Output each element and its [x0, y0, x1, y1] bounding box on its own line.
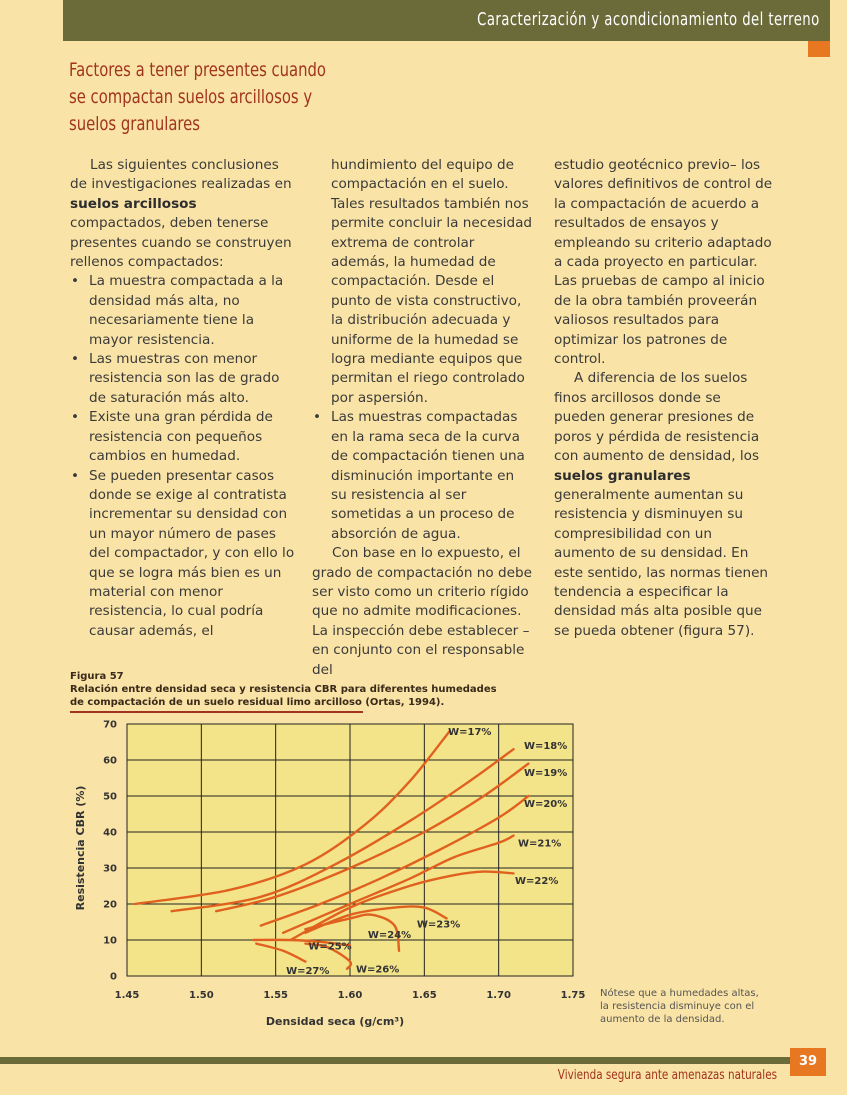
continued-paragraph: hundimiento del equipo de compactación en el suelo. Tales resultados también nos permite concluir la necesidad extrema de controlar además, la humedad de compactación. Desde el punto de vista constructivo, la distribución adecuada y uniforme de la humedad se logra mediante equipos que permitan el riego controlado por aspersión. [331, 157, 533, 406]
header-bar [63, 0, 830, 41]
paragraph: Con base en lo expuesto, el grado de compactación no debe ser visto como un criterio rígido que no admite modificaciones. La inspección debe establecer –en conjunto con el responsable del [312, 545, 532, 678]
series-label: W=27% [286, 965, 330, 977]
section-title-line: se compactan suelos arcillosos y [69, 86, 313, 108]
series-label: W=23% [416, 919, 461, 931]
text-column-2 [312, 156, 534, 680]
para-bold: suelos granulares [554, 467, 691, 484]
page-number: 39 [790, 1048, 826, 1076]
section-title-line: suelos granulares [69, 113, 201, 135]
series-label: W=18% [523, 741, 568, 753]
x-tick-label: 1.70 [486, 990, 512, 1001]
y-tick-label: 0 [110, 971, 117, 983]
para-text-end: generalmente aumentan su resistencia y disminuyen su compresibilidad con un aumento de su densidad. En este sentido, las normas tienen tendencia a especificar la densidad más alta posible que se pueda obtener (figura 57). [554, 486, 769, 639]
caption-line: Relación entre densidad seca y resistencia CBR para diferentes humedades [70, 684, 497, 695]
series-label: W=17% [448, 726, 492, 738]
figure-caption [70, 684, 497, 709]
series-label: W=24% [367, 930, 412, 942]
series-label: W=26% [355, 964, 400, 976]
caption-underline [70, 711, 363, 713]
para-text: A diferencia de los suelos finos arcillosos donde se pueden generar presiones de poros y pérdida de resistencia con aumento de densidad, los [554, 370, 760, 465]
series-label: W=25% [308, 941, 352, 953]
x-tick-label: 1.45 [114, 990, 140, 1001]
series-label: W=22% [515, 876, 559, 888]
footer-bar [0, 1057, 790, 1064]
note-line: aumento de la densidad. [600, 1014, 725, 1025]
header-title: Caracterización y acondicionamiento del terreno [477, 9, 820, 30]
section-title-line: Factores a tener presentes cuando [69, 59, 327, 81]
y-tick-label: 40 [103, 827, 117, 839]
text-column-1 [70, 156, 296, 641]
y-tick-label: 50 [103, 791, 117, 803]
y-tick-label: 70 [103, 719, 117, 731]
y-axis-title: Resistencia CBR (%) [74, 785, 87, 911]
x-tick-label: 1.75 [560, 990, 586, 1001]
figure-note [600, 987, 780, 1026]
intro-bold: suelos arcillosos [70, 195, 197, 212]
figure-label: Figura 57 [70, 671, 124, 682]
paragraph [554, 369, 776, 641]
conclusions-list [70, 272, 296, 641]
x-tick-label: 1.50 [188, 990, 214, 1001]
y-tick-label: 20 [103, 899, 117, 911]
y-tick-label: 10 [103, 935, 117, 947]
series-label: W=19% [523, 768, 568, 780]
intro-text-end: compactados, deben tenerse presentes cuando se construyen rellenos compactados: [70, 215, 292, 271]
cbr-chart [60, 715, 600, 1045]
list-item: • Se pueden presentar casos donde se exige al contratista incrementar su densidad con un mayor número de pases del compactador, y con ello lo que se logra más bien es un material con menor resistencia, lo cual podría causar además, el [70, 467, 296, 642]
conclusions-list-2 [312, 408, 534, 544]
list-item: • La muestra compactada a la densidad más alta, no necesariamente tiene la mayor resistencia. [70, 272, 296, 350]
text-column-3 [554, 156, 776, 641]
list-item: • Las muestras con menor resistencia son las de grado de saturación más alto. [70, 350, 296, 408]
x-tick-label: 1.55 [263, 990, 289, 1001]
caption-line: de compactación de un suelo residual limo arcilloso (Ortas, 1994). [70, 696, 445, 708]
footer-title: Vivienda segura ante amenazas naturales [557, 1068, 777, 1083]
note-line: la resistencia disminuye con el [600, 1001, 755, 1012]
section-title [69, 57, 326, 138]
continued-paragraph: estudio geotécnico previo– los valores definitivos de control de la compactación de acuerdo a resultados de ensayos y empleando su criterio adaptado a cada proyecto en particular. Las pruebas de campo al inicio de la obra también proveerán valiosos resultados para optimizar los patrones de control. [554, 157, 773, 368]
list-item: • Las muestras compactadas en la rama seca de la curva de compactación tienen una disminución importante en su resistencia al ser sometidas a un proceso de absorción de agua. [312, 408, 534, 544]
x-tick-label: 1.60 [337, 990, 363, 1001]
orange-tab [808, 41, 830, 57]
x-axis-title: Densidad seca (g/cm³) [265, 1015, 405, 1028]
intro-paragraph [70, 156, 296, 272]
list-item: • Existe una gran pérdida de resistencia con pequeños cambios en humedad. [70, 408, 296, 466]
series-label: W=21% [517, 838, 562, 850]
note-line: Nótese que a humedades altas, [600, 988, 759, 999]
y-tick-label: 30 [103, 863, 117, 875]
y-tick-label: 60 [103, 755, 117, 767]
intro-text: Las siguientes conclusiones de investigaciones realizadas en [70, 157, 292, 193]
x-tick-label: 1.65 [411, 990, 437, 1001]
series-label: W=20% [523, 798, 568, 810]
